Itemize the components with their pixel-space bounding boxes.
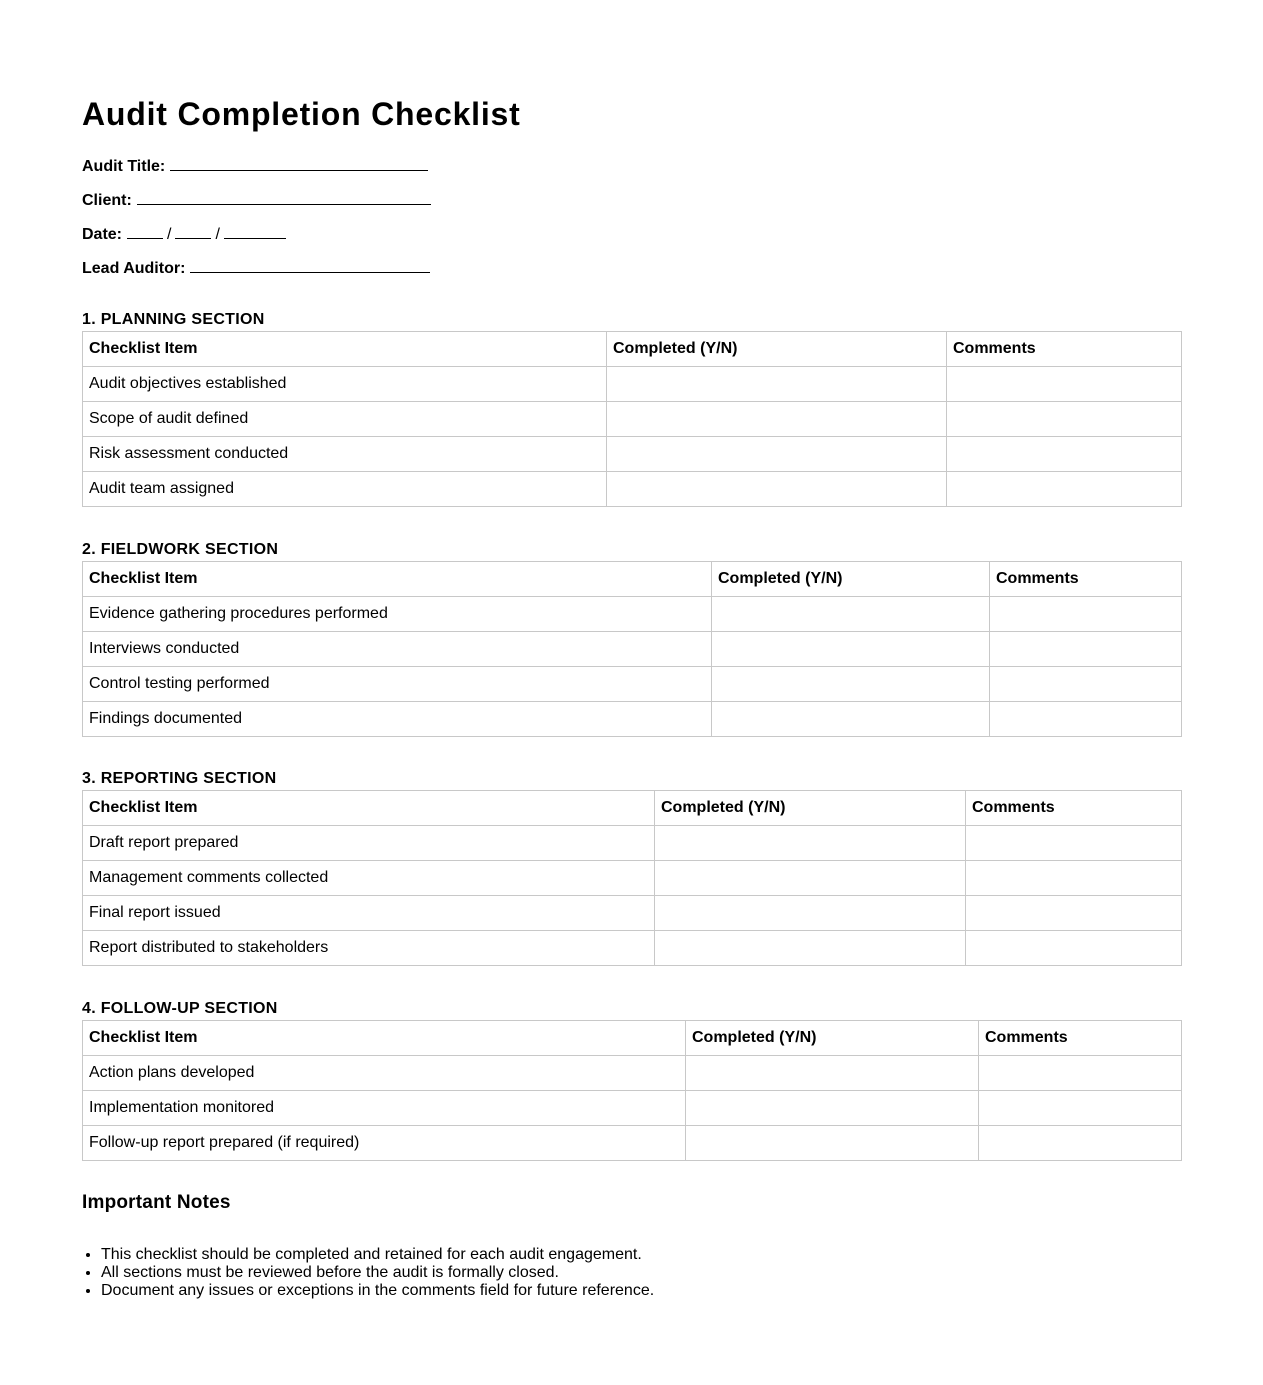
checklist-item: Audit objectives established (83, 367, 607, 402)
checklist-item: Action plans developed (83, 1056, 686, 1091)
column-header-comments: Comments (990, 562, 1182, 597)
comments-cell[interactable] (966, 861, 1182, 896)
audit-title-blank[interactable] (170, 155, 428, 171)
completed-cell[interactable] (655, 896, 966, 931)
comments-cell[interactable] (979, 1056, 1182, 1091)
follow-up-table (82, 1020, 1182, 1161)
comments-cell[interactable] (947, 402, 1182, 437)
date-field (82, 223, 286, 245)
table-row (83, 896, 1182, 931)
column-header-completed: Completed (Y/N) (607, 332, 947, 367)
lead-auditor-label: Lead Auditor: (82, 260, 186, 277)
lead-auditor-field (82, 257, 430, 279)
checklist-item: Final report issued (83, 896, 655, 931)
column-header-completed: Completed (Y/N) (712, 562, 990, 597)
table-row (83, 702, 1182, 737)
comments-cell[interactable] (947, 437, 1182, 472)
table-row (83, 861, 1182, 896)
comments-cell[interactable] (966, 896, 1182, 931)
column-header-item: Checklist Item (83, 562, 712, 597)
comments-cell[interactable] (966, 931, 1182, 966)
table-row (83, 1126, 1182, 1161)
checklist-item: Findings documented (83, 702, 712, 737)
section-title: 3. REPORTING SECTION (82, 770, 277, 787)
table-row (83, 437, 1182, 472)
completed-cell[interactable] (686, 1056, 979, 1091)
date-separator: / (215, 226, 220, 243)
comments-cell[interactable] (979, 1091, 1182, 1126)
table-row (83, 826, 1182, 861)
checklist-item: Control testing performed (83, 667, 712, 702)
checklist-item: Implementation monitored (83, 1091, 686, 1126)
comments-cell[interactable] (990, 632, 1182, 667)
comments-cell[interactable] (990, 702, 1182, 737)
page-title: Audit Completion Checklist (82, 96, 521, 132)
completed-cell[interactable] (712, 632, 990, 667)
table-row (83, 597, 1182, 632)
fieldwork-table (82, 561, 1182, 737)
completed-cell[interactable] (655, 931, 966, 966)
table-row (83, 632, 1182, 667)
completed-cell[interactable] (607, 402, 947, 437)
date-day-blank[interactable] (175, 223, 211, 239)
reporting-table (82, 790, 1182, 966)
section-title: 1. PLANNING SECTION (82, 311, 265, 328)
client-label: Client: (82, 192, 132, 209)
completed-cell[interactable] (655, 826, 966, 861)
date-separator: / (167, 226, 172, 243)
completed-cell[interactable] (607, 437, 947, 472)
comments-cell[interactable] (966, 826, 1182, 861)
completed-cell[interactable] (686, 1091, 979, 1126)
audit-title-label: Audit Title: (82, 158, 166, 175)
completed-cell[interactable] (607, 472, 947, 507)
completed-cell[interactable] (686, 1126, 979, 1161)
checklist-item: Risk assessment conducted (83, 437, 607, 472)
checklist-item: Scope of audit defined (83, 402, 607, 437)
list-item: • This checklist should be completed and retained for each audit engagement. (101, 1246, 654, 1264)
checklist-item: Management comments collected (83, 861, 655, 896)
completed-cell[interactable] (712, 667, 990, 702)
table-row (83, 367, 1182, 402)
table-row (83, 1091, 1182, 1126)
column-header-completed: Completed (Y/N) (686, 1021, 979, 1056)
table-row (83, 931, 1182, 966)
comments-cell[interactable] (979, 1126, 1182, 1161)
comments-cell[interactable] (990, 667, 1182, 702)
column-header-item: Checklist Item (83, 1021, 686, 1056)
completed-cell[interactable] (607, 367, 947, 402)
checklist-item: Draft report prepared (83, 826, 655, 861)
section-title: 2. FIELDWORK SECTION (82, 541, 279, 558)
column-header-item: Checklist Item (83, 332, 607, 367)
notes-title: Important Notes (82, 1192, 231, 1213)
column-header-completed: Completed (Y/N) (655, 791, 966, 826)
table-header-row (83, 1021, 1182, 1056)
date-label: Date: (82, 226, 123, 243)
section-title: 4. FOLLOW-UP SECTION (82, 1000, 278, 1017)
table-header-row (83, 791, 1182, 826)
table-header-row (83, 332, 1182, 367)
checklist-item: Evidence gathering procedures performed (83, 597, 712, 632)
planning-table (82, 331, 1182, 507)
completed-cell[interactable] (655, 861, 966, 896)
date-month-blank[interactable] (127, 223, 163, 239)
checklist-item: Report distributed to stakeholders (83, 931, 655, 966)
column-header-comments: Comments (947, 332, 1182, 367)
column-header-comments: Comments (966, 791, 1182, 826)
list-item: • Document any issues or exceptions in the comments field for future reference. (101, 1282, 654, 1300)
column-header-item: Checklist Item (83, 791, 655, 826)
checklist-item: Follow-up report prepared (if required) (83, 1126, 686, 1161)
completed-cell[interactable] (712, 702, 990, 737)
client-field (82, 189, 431, 211)
table-row (83, 472, 1182, 507)
client-blank[interactable] (137, 189, 431, 205)
table-header-row (83, 562, 1182, 597)
date-year-blank[interactable] (224, 223, 286, 239)
table-row (83, 667, 1182, 702)
table-row (83, 1056, 1182, 1091)
comments-cell[interactable] (947, 367, 1182, 402)
column-header-comments: Comments (979, 1021, 1182, 1056)
checklist-item: Interviews conducted (83, 632, 712, 667)
lead-auditor-blank[interactable] (190, 257, 430, 273)
notes-list (82, 1246, 654, 1300)
table-row (83, 402, 1182, 437)
comments-cell[interactable] (947, 472, 1182, 507)
completed-cell[interactable] (712, 597, 990, 632)
audit-title-field (82, 155, 428, 177)
checklist-item: Audit team assigned (83, 472, 607, 507)
comments-cell[interactable] (990, 597, 1182, 632)
list-item: • All sections must be reviewed before the audit is formally closed. (101, 1264, 654, 1282)
